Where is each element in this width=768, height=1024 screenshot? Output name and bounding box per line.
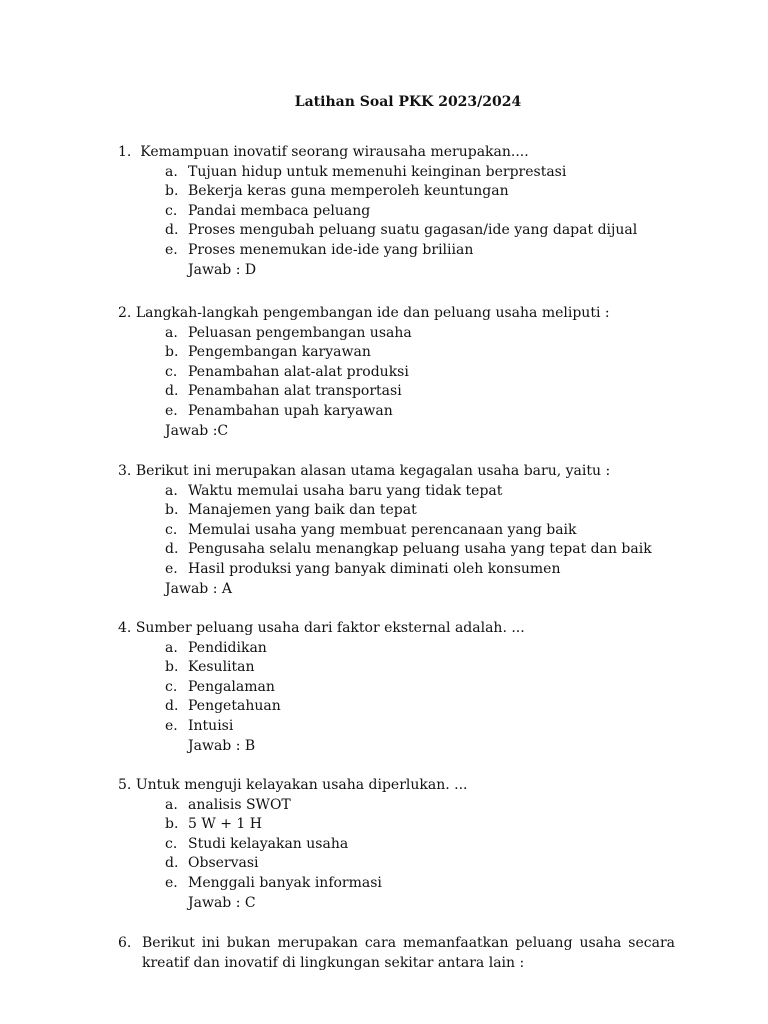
option-d: d. Pengusaha selalu menangkap peluang usaha yang tepat dan baik	[165, 541, 652, 558]
question-number: 6.	[118, 935, 132, 951]
option-d: d. Proses mengubah peluang suatu gagasan/ide yang dapat dijual	[165, 222, 638, 239]
document-title: Latihan Soal PKK 2023/2024	[294, 94, 522, 110]
option-c: c. Pandai membaca peluang	[165, 202, 371, 219]
question-6	[118, 933, 675, 973]
option-c: c. Penambahan alat-alat produksi	[165, 363, 409, 380]
question-3	[118, 462, 678, 599]
question-5	[118, 776, 678, 913]
question-1	[118, 143, 678, 280]
option-b: b. 5 W + 1 H	[165, 816, 262, 833]
question-text: 1. Kemampuan inovatif seorang wirausaha merupakan....	[118, 144, 529, 160]
option-c: c. Studi kelayakan usaha	[165, 835, 349, 852]
option-a: a. Tujuan hidup untuk memenuhi keinginan berprestasi	[165, 163, 567, 180]
option-d: d. Penambahan alat transportasi	[165, 383, 402, 400]
option-a: a. Pendidikan	[165, 639, 267, 656]
question-2	[118, 304, 678, 441]
option-d: d. Pengetahuan	[165, 698, 281, 715]
question-text: 4. Sumber peluang usaha dari faktor eksternal adalah. ...	[118, 620, 525, 636]
option-d: d. Observasi	[165, 855, 259, 872]
question-4	[118, 619, 678, 756]
option-e: e. Hasil produksi yang banyak diminati oleh konsumen	[165, 560, 561, 577]
option-b: b. Kesulitan	[165, 659, 255, 676]
option-c: c. Memulai usaha yang membuat perencanaan yang baik	[165, 521, 577, 538]
question-text: 5. Untuk menguji kelayakan usaha diperlukan. ...	[118, 777, 468, 793]
answer-key: Jawab : D	[188, 261, 257, 278]
option-b: b. Pengembangan karyawan	[165, 344, 371, 361]
option-c: c. Pengalaman	[165, 678, 275, 695]
option-e: e. Menggali banyak informasi	[165, 874, 382, 891]
answer-key: Jawab : B	[188, 737, 256, 754]
option-e: e. Proses menemukan ide-ide yang briliian	[165, 241, 474, 258]
answer-key: Jawab :C	[165, 422, 229, 439]
question-text: 2. Langkah-langkah pengembangan ide dan peluang usaha meliputi :	[118, 305, 610, 321]
option-b: b. Manajemen yang baik dan tepat	[165, 502, 417, 519]
question-text: Berikut ini bukan merupakan cara memanfaatkan peluang usaha secara kreatif dan inovatif di lingkungan sekitar antara lain :	[142, 935, 675, 971]
answer-key: Jawab : A	[165, 580, 232, 597]
question-text: 3. Berikut ini merupakan alasan utama kegagalan usaha baru, yaitu :	[118, 463, 611, 479]
option-e: e. Penambahan upah karyawan	[165, 402, 393, 419]
option-a: a. analisis SWOT	[165, 796, 291, 813]
option-b: b. Bekerja keras guna memperoleh keuntungan	[165, 183, 509, 200]
answer-key: Jawab : C	[188, 894, 256, 911]
option-a: a. Peluasan pengembangan usaha	[165, 324, 412, 341]
option-a: a. Waktu memulai usaha baru yang tidak tepat	[165, 482, 503, 499]
option-e: e. Intuisi	[165, 717, 234, 734]
